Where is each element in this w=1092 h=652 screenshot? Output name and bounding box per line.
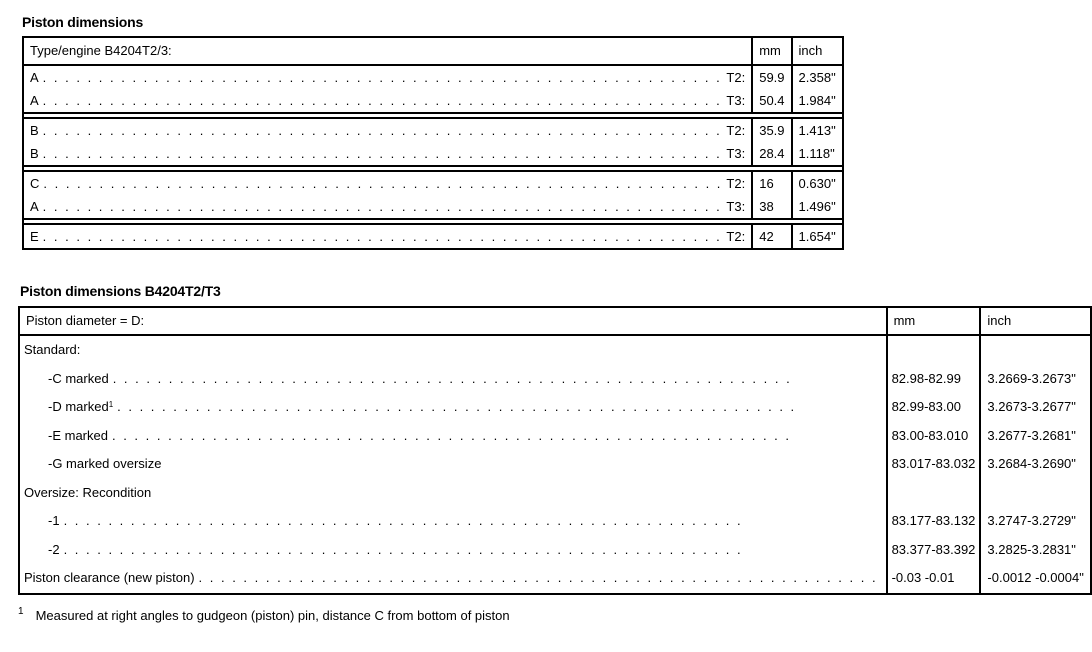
diameter-label xyxy=(48,507,60,536)
diameter-label xyxy=(48,365,109,394)
table1-label-cell xyxy=(23,224,752,249)
piston-dimensions-table xyxy=(22,36,844,250)
engine-code: T2: xyxy=(726,229,746,244)
table1-line xyxy=(30,225,745,248)
table2-header-row xyxy=(19,307,1091,335)
dot-leader: . . . . . . . . . . . . . . . . . . . . . . . . . . . . . . . . . . . . . . . . . . . . . . . . . . . . . . . . . . . . . xyxy=(42,199,722,214)
table2-line xyxy=(24,450,882,479)
table2-line xyxy=(24,365,882,394)
mm-value: 35.9 xyxy=(759,123,785,138)
table1-inch-cell xyxy=(792,118,843,166)
mm-value: 82.99-83.00 xyxy=(891,399,961,414)
table1-header-inch: inch xyxy=(792,37,843,65)
diameter-label-text: -D marked xyxy=(48,399,109,414)
dimension-label: A xyxy=(30,70,39,85)
inch-value: -0.0012 -0.0004" xyxy=(987,570,1084,585)
mm-value: -0.03 -0.01 xyxy=(891,570,955,585)
dot-leader: . . . . . . . . . . . . . . . . . . . . . . . . . . . . . . . . . . . . . . . . . . . . . . . . . . . . . . . . . . . . . xyxy=(63,513,743,528)
diameter-label xyxy=(24,479,151,508)
table2-line xyxy=(24,507,882,536)
dot-leader: . . . . . . . . . . . . . . . . . . . . . . . . . . . . . . . . . . . . . . . . . . . . . . . . . . . . . . . . . . . . . xyxy=(42,123,722,138)
engine-code: T2: xyxy=(726,176,746,191)
diameter-label xyxy=(48,450,161,479)
diameter-label xyxy=(48,393,113,422)
table1-label-cell xyxy=(23,65,752,113)
diameter-label xyxy=(24,564,195,593)
piston-diameter-table xyxy=(18,306,1092,595)
table1-mm-cell xyxy=(752,171,791,219)
inch-value: 1.118" xyxy=(798,146,835,161)
diameter-label-text: -1 xyxy=(48,513,60,528)
mm-value: 50.4 xyxy=(759,93,785,108)
table1-inch-cell xyxy=(792,171,843,219)
mm-value: 83.177-83.132 xyxy=(891,513,976,528)
table1-label-cell xyxy=(23,171,752,219)
diameter-label-text: Standard: xyxy=(24,342,81,357)
dot-leader: . . . . . . . . . . . . . . . . . . . . . . . . . . . . . . . . . . . . . . . . . . . . . . . . . . . . . . . . . . . . . xyxy=(42,93,722,108)
mm-value: 83.017-83.032 xyxy=(891,456,976,471)
table2-line xyxy=(24,422,882,451)
dot-leader: . . . . . . . . . . . . . . . . . . . . . . . . . . . . . . . . . . . . . . . . . . . . . . . . . . . . . . . . . . . . . xyxy=(42,146,722,161)
footnote-ref: 1 xyxy=(108,400,114,409)
diameter-label-text: -C marked xyxy=(48,370,109,386)
diameter-label-text: -2 xyxy=(48,541,60,557)
table1-group-row xyxy=(23,65,843,113)
engine-code: T3: xyxy=(726,146,746,161)
table1-mm-cell xyxy=(752,65,791,113)
inch-value: 0.630" xyxy=(798,176,836,191)
table2-body-row xyxy=(19,335,1091,594)
inch-value: 2.358" xyxy=(798,70,836,85)
mm-value xyxy=(892,336,976,365)
dimension-label: A xyxy=(30,199,39,214)
table1-line xyxy=(30,89,745,112)
dot-leader: . . . . . . . . . . . . . . . . . . . . . . . . . . . . . . . . . . . . . . . . . . . . . . . . . . . . . . . . . . . . . xyxy=(42,229,722,244)
table1-inch-cell xyxy=(792,65,843,113)
mm-value: 59.9 xyxy=(759,70,785,85)
footnote-marker: 1 xyxy=(18,606,24,617)
mm-value: 83.377-83.392 xyxy=(891,541,976,557)
mm-value: 82.98-82.99 xyxy=(891,370,961,386)
inch-value: 1.984" xyxy=(798,93,836,108)
diameter-label-text: Oversize: Recondition xyxy=(24,484,152,500)
table1-header-label: Type/engine B4204T2/3: xyxy=(23,37,752,65)
dimension-label: B xyxy=(30,146,39,161)
table1-label-cell xyxy=(23,118,752,166)
table2-line xyxy=(24,393,882,422)
table1-mm-cell xyxy=(752,118,791,166)
diameter-label xyxy=(24,336,80,365)
dot-leader: . . . . . . . . . . . . . . . . . . . . . . . . . . . . . . . . . . . . . . . . . . . . . . . . . . . . . . . . . . . . . xyxy=(112,370,792,386)
table1-line xyxy=(30,172,745,195)
engine-code: T2: xyxy=(726,123,746,138)
table2-heading: Piston dimensions B4204T2/T3 xyxy=(20,283,221,299)
table1-line xyxy=(30,119,745,142)
table2-header-label: Piston diameter = D: xyxy=(19,307,887,335)
mm-value: 38 xyxy=(759,199,774,214)
table1-header-row xyxy=(23,37,843,65)
footnote-text: Measured at right angles to gudgeon (piston) pin, distance C from bottom of piston xyxy=(35,608,510,623)
mm-value xyxy=(892,479,976,508)
table2-line xyxy=(24,336,882,365)
inch-value: 1.413" xyxy=(798,123,836,138)
dot-leader: . . . . . . . . . . . . . . . . . . . . . . . . . . . . . . . . . . . . . . . . . . . . . . . . . . . . . . . . . . . . . xyxy=(43,176,723,191)
table2-label-cell xyxy=(19,335,887,594)
dot-leader: . . . . . . . . . . . . . . . . . . . . . . . . . . . . . . . . . . . . . . . . . . . . . . . . . . . . . . . . . . . . . xyxy=(111,427,791,443)
mm-value: 42 xyxy=(759,229,774,244)
inch-value: 1.654" xyxy=(798,229,836,244)
dot-leader: . . . . . . . . . . . . . . . . . . . . . . . . . . . . . . . . . . . . . . . . . . . . . . . . . . . . . . . . . . . . . xyxy=(198,570,878,585)
dot-leader: . . . . . . . . . . . . . . . . . . . . . . . . . . . . . . . . . . . . . . . . . . . . . . . . . . . . . . . . . . . . . xyxy=(63,541,743,557)
dot-leader: . . . . . . . . . . . . . . . . . . . . . . . . . . . . . . . . . . . . . . . . . . . . . . . . . . . . . . . . . . . . . xyxy=(117,399,797,414)
table1-line xyxy=(30,195,745,218)
diameter-label-text: -G marked oversize xyxy=(48,456,162,471)
inch-value: 3.2747-3.2729" xyxy=(987,513,1076,528)
inch-value: 3.2669-3.2673" xyxy=(987,370,1076,386)
engine-code: T3: xyxy=(726,93,746,108)
diameter-label xyxy=(48,422,108,451)
diameter-label xyxy=(48,536,60,565)
diameter-label-text: Piston clearance (new piston) xyxy=(24,570,195,585)
table1-heading: Piston dimensions xyxy=(22,14,144,30)
table2-header-inch: inch xyxy=(980,307,1090,335)
table1-inch-cell xyxy=(792,224,843,249)
dimension-label: E xyxy=(30,229,39,244)
table2-mm-cell xyxy=(887,335,981,594)
inch-value xyxy=(987,479,1083,508)
table1-header-mm: mm xyxy=(752,37,791,65)
table1-group-row xyxy=(23,224,843,249)
table2-inch-cell xyxy=(980,335,1090,594)
table1-mm-cell xyxy=(752,224,791,249)
dimension-label: A xyxy=(30,93,39,108)
mm-value: 16 xyxy=(759,176,774,191)
mm-value: 28.4 xyxy=(759,146,785,161)
inch-value: 3.2673-3.2677" xyxy=(987,399,1076,414)
table1-group-row xyxy=(23,118,843,166)
table1-line xyxy=(30,142,745,165)
inch-value xyxy=(987,336,1083,365)
diameter-label-text: -E marked xyxy=(48,427,108,443)
inch-value: 3.2684-3.2690" xyxy=(987,456,1076,471)
mm-value: 83.00-83.010 xyxy=(891,427,969,443)
table2-line xyxy=(24,479,882,508)
inch-value: 3.2825-3.2831" xyxy=(987,541,1076,557)
dot-leader: . . . . . . . . . . . . . . . . . . . . . . . . . . . . . . . . . . . . . . . . . . . . . . . . . . . . . . . . . . . . . xyxy=(42,70,722,85)
engine-code: T3: xyxy=(726,199,746,214)
dimension-label: C xyxy=(30,176,40,191)
dimension-label: B xyxy=(30,123,39,138)
engine-code: T2: xyxy=(726,70,746,85)
footnote xyxy=(18,608,510,623)
table1-group-row xyxy=(23,171,843,219)
table2-line xyxy=(24,536,882,565)
table1-line xyxy=(30,66,745,89)
inch-value: 3.2677-3.2681" xyxy=(987,427,1076,443)
table2-header-mm: mm xyxy=(887,307,981,335)
table2-line xyxy=(24,564,882,593)
inch-value: 1.496" xyxy=(798,199,836,214)
